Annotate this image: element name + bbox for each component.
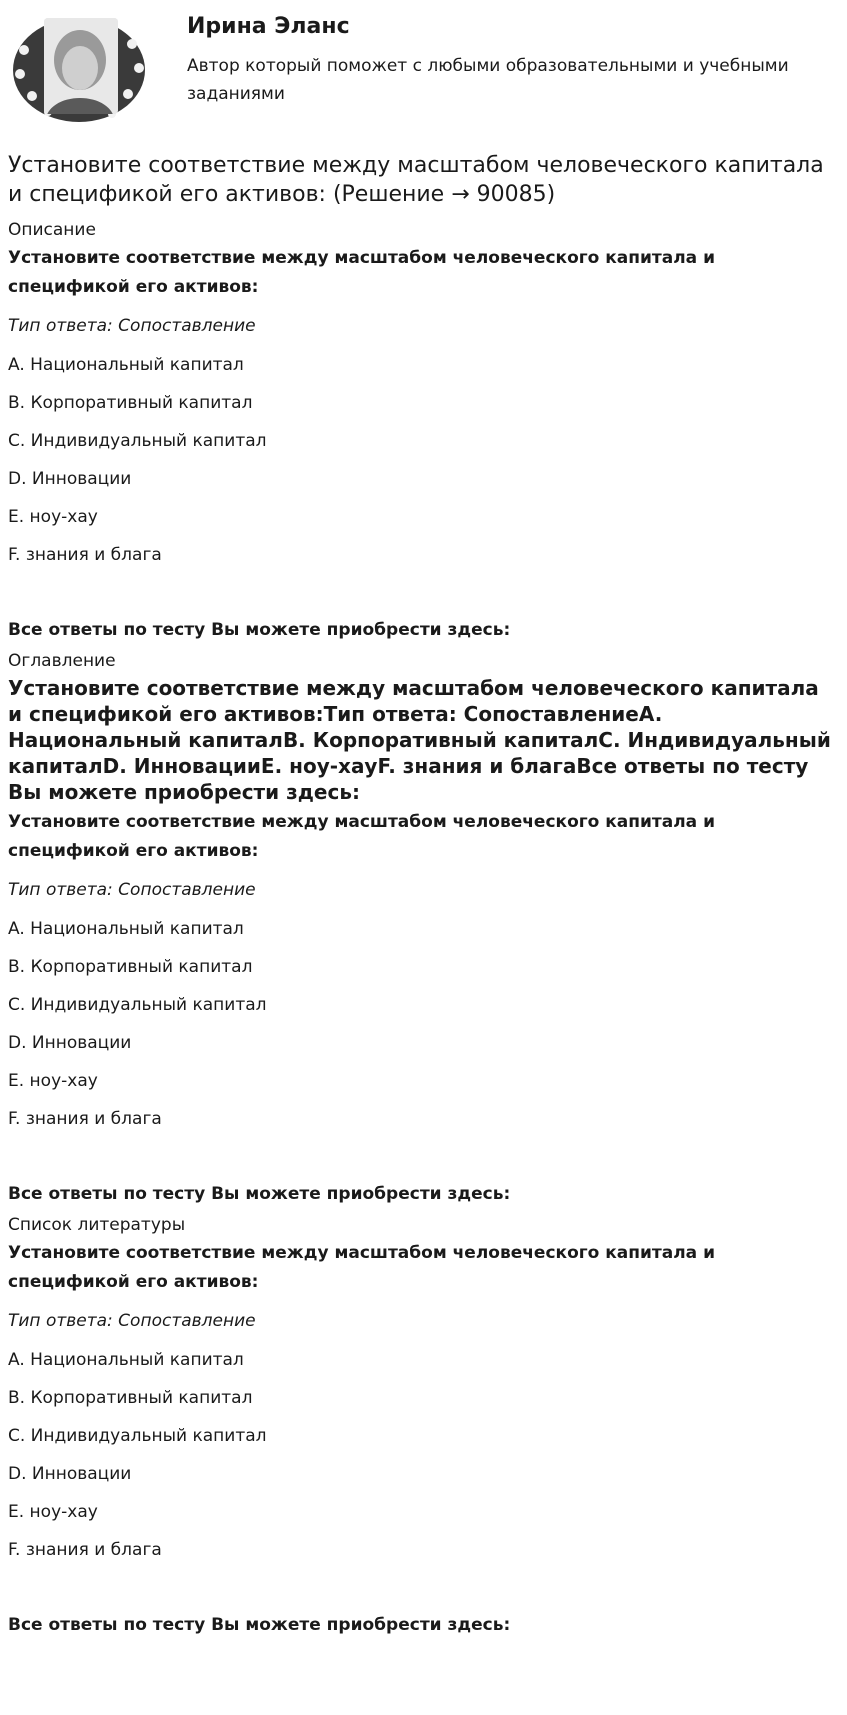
- options-list: [8, 355, 839, 565]
- description-label: Описание: [8, 220, 96, 240]
- answer-type: Тип ответа: Сопоставление: [8, 316, 256, 336]
- literature-label: Список литературы: [8, 1215, 186, 1235]
- toc-label: Оглавление: [8, 651, 116, 671]
- option-item: E. ноу-хау: [8, 1071, 98, 1091]
- option-item: F. знания и блага: [8, 1540, 162, 1560]
- option-item: B. Корпоративный капитал: [8, 1388, 253, 1408]
- author-avatar[interactable]: [8, 8, 150, 126]
- author-card: [0, 0, 847, 140]
- option-item: A. Национальный капитал: [8, 1350, 244, 1370]
- option-item: B. Корпоративный капитал: [8, 957, 253, 977]
- answer-type: Тип ответа: Сопоставление: [8, 1311, 256, 1331]
- page-title: Установите соответствие между масштабом человеческого капитала и спецификой его активов: (Решение → 90085): [8, 153, 824, 207]
- buy-answers-text: Все ответы по тесту Вы можете приобрести здесь:: [8, 1615, 511, 1635]
- options-list: [8, 919, 839, 1129]
- main-content: [0, 151, 847, 1635]
- question-title: Установите соответствие между масштабом человеческого капитала и спецификой его активов:: [8, 812, 715, 861]
- question-title: Установите соответствие между масштабом человеческого капитала и спецификой его активов:: [8, 248, 715, 297]
- option-item: C. Индивидуальный капитал: [8, 431, 267, 451]
- author-description: Автор который поможет с любыми образовательными и учебными заданиями: [187, 56, 789, 104]
- options-list: [8, 1350, 839, 1560]
- question-title: Установите соответствие между масштабом человеческого капитала и спецификой его активов:: [8, 1243, 715, 1292]
- option-item: A. Национальный капитал: [8, 919, 244, 939]
- option-item: C. Индивидуальный капитал: [8, 995, 267, 1015]
- author-name[interactable]: Ирина Эланс: [187, 14, 350, 39]
- option-item: D. Инновации: [8, 1033, 132, 1053]
- option-item: C. Индивидуальный капитал: [8, 1426, 267, 1446]
- answer-type: Тип ответа: Сопоставление: [8, 880, 256, 900]
- buy-answers-text: Все ответы по тесту Вы можете приобрести здесь:: [8, 1184, 511, 1204]
- option-item: D. Инновации: [8, 1464, 132, 1484]
- option-item: B. Корпоративный капитал: [8, 393, 253, 413]
- option-item: D. Инновации: [8, 469, 132, 489]
- option-item: F. знания и блага: [8, 545, 162, 565]
- toc-heading: Установите соответствие между масштабом человеческого капитала и спецификой его активов:Тип ответа: СопоставлениеA. Национальный капиталB. Корпоративный капиталC. Индивидуальный капиталD. ИнновацииE. ноу-хауF. знания и благаВсе ответы по тесту Вы можете приобрести здесь:: [8, 676, 831, 804]
- option-item: A. Национальный капитал: [8, 355, 244, 375]
- option-item: F. знания и блага: [8, 1109, 162, 1129]
- buy-answers-text: Все ответы по тесту Вы можете приобрести здесь:: [8, 620, 511, 640]
- option-item: E. ноу-хау: [8, 1502, 98, 1522]
- option-item: E. ноу-хау: [8, 507, 98, 527]
